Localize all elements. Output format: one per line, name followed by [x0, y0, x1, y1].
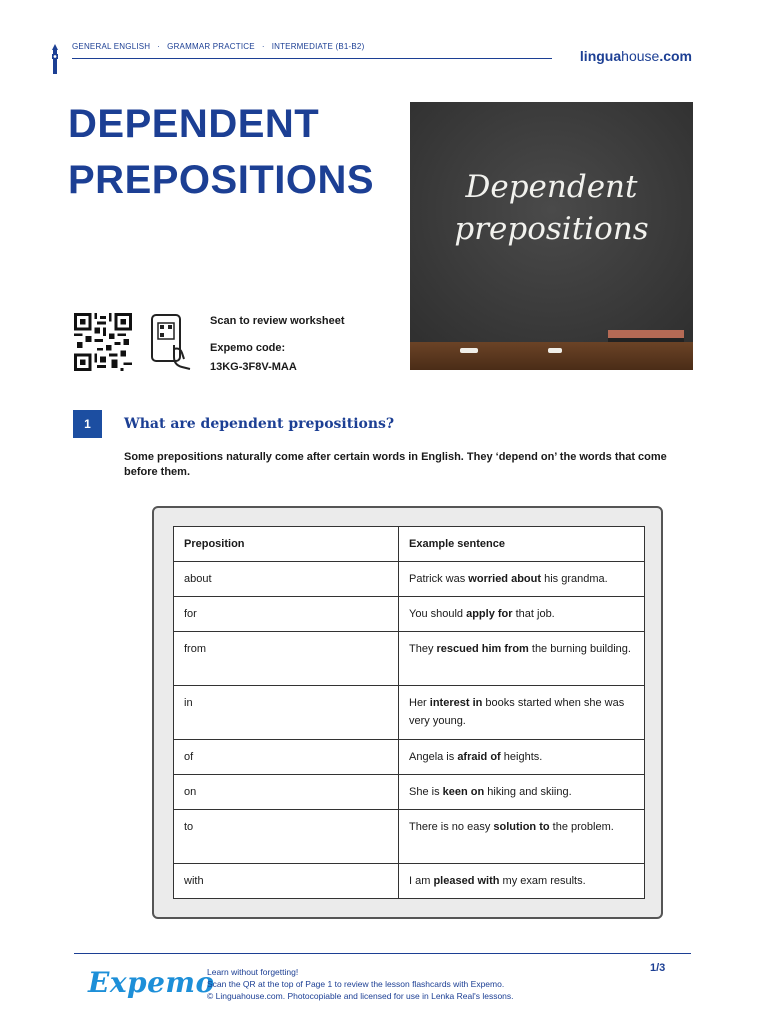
- example-cell: I am pleased with my exam results.: [399, 864, 645, 899]
- breadcrumb-item: INTERMEDIATE (B1-B2): [271, 42, 365, 51]
- page-number: 1/3: [650, 962, 666, 974]
- table-row: [174, 740, 645, 775]
- prepositions-table-card: [152, 506, 663, 919]
- example-cell: She is keen on hiking and skiing.: [399, 775, 645, 810]
- scan-info: [210, 312, 345, 377]
- chalk-piece: [548, 348, 562, 353]
- brand-logo: linguahouse.com: [579, 48, 692, 64]
- column-header-example: Example sentence: [399, 527, 645, 562]
- table-row: [174, 562, 645, 597]
- big-ben-icon: [50, 44, 60, 74]
- prepositions-table: [173, 526, 645, 899]
- example-cell: Her interest in books started when she was very young.: [399, 686, 645, 740]
- table-row: [174, 775, 645, 810]
- preposition-cell: of: [174, 740, 399, 775]
- phone-scan-icon: [150, 313, 192, 371]
- preposition-cell: from: [174, 632, 399, 686]
- section-number-badge: 1: [73, 410, 102, 438]
- column-header-preposition: Preposition: [174, 527, 399, 562]
- table-row: [174, 864, 645, 899]
- table-row: [174, 686, 645, 740]
- header-rule: [72, 58, 552, 59]
- preposition-cell: with: [174, 864, 399, 899]
- preposition-cell: for: [174, 597, 399, 632]
- breadcrumb: GENERAL ENGLISH · GRAMMAR PRACTICE · INTERMEDIATE (B1-B2): [72, 42, 365, 51]
- table-row: [174, 597, 645, 632]
- chalk-piece: [460, 348, 478, 353]
- preposition-cell: to: [174, 810, 399, 864]
- preposition-cell: on: [174, 775, 399, 810]
- table-row: [174, 632, 645, 686]
- example-cell: They rescued him from the burning building.: [399, 632, 645, 686]
- preposition-cell: in: [174, 686, 399, 740]
- example-cell: There is no easy solution to the problem.: [399, 810, 645, 864]
- qr-code-icon[interactable]: [73, 313, 133, 371]
- chalk-ledge: [410, 342, 693, 370]
- table-header-row: [174, 527, 645, 562]
- table-row: [174, 810, 645, 864]
- section-intro: Some prepositions naturally come after certain words in English. They ‘depend on’ the words that come before them.: [124, 451, 667, 478]
- example-cell: Patrick was worried about his grandma.: [399, 562, 645, 597]
- expemo-logo: Expemo: [88, 966, 215, 999]
- footer-text: Learn without forgetting! Scan the QR at the top of Page 1 to review the lesson flashcards with Expemo. © Linguahouse.com. Photocopiable and licensed for use in Lenka Real's lessons.: [207, 967, 514, 1001]
- example-cell: Angela is afraid of heights.: [399, 740, 645, 775]
- page-title: DEPENDENT PREPOSITIONS: [68, 102, 375, 202]
- breadcrumb-item: GRAMMAR PRACTICE: [167, 42, 255, 51]
- scan-label: Scan to review worksheet: [210, 315, 345, 327]
- chalkboard-image: [410, 102, 693, 370]
- chalkboard-text: Dependent prepositions: [454, 169, 649, 247]
- section-title: What are dependent prepositions?: [124, 416, 395, 432]
- expemo-code: 13KG-3F8V-MAA: [210, 361, 297, 373]
- expemo-code-label: Expemo code:: [210, 342, 286, 354]
- footer-rule: [74, 953, 691, 954]
- breadcrumb-item: GENERAL ENGLISH: [72, 42, 151, 51]
- preposition-cell: about: [174, 562, 399, 597]
- page-header: [50, 40, 700, 70]
- example-cell: You should apply for that job.: [399, 597, 645, 632]
